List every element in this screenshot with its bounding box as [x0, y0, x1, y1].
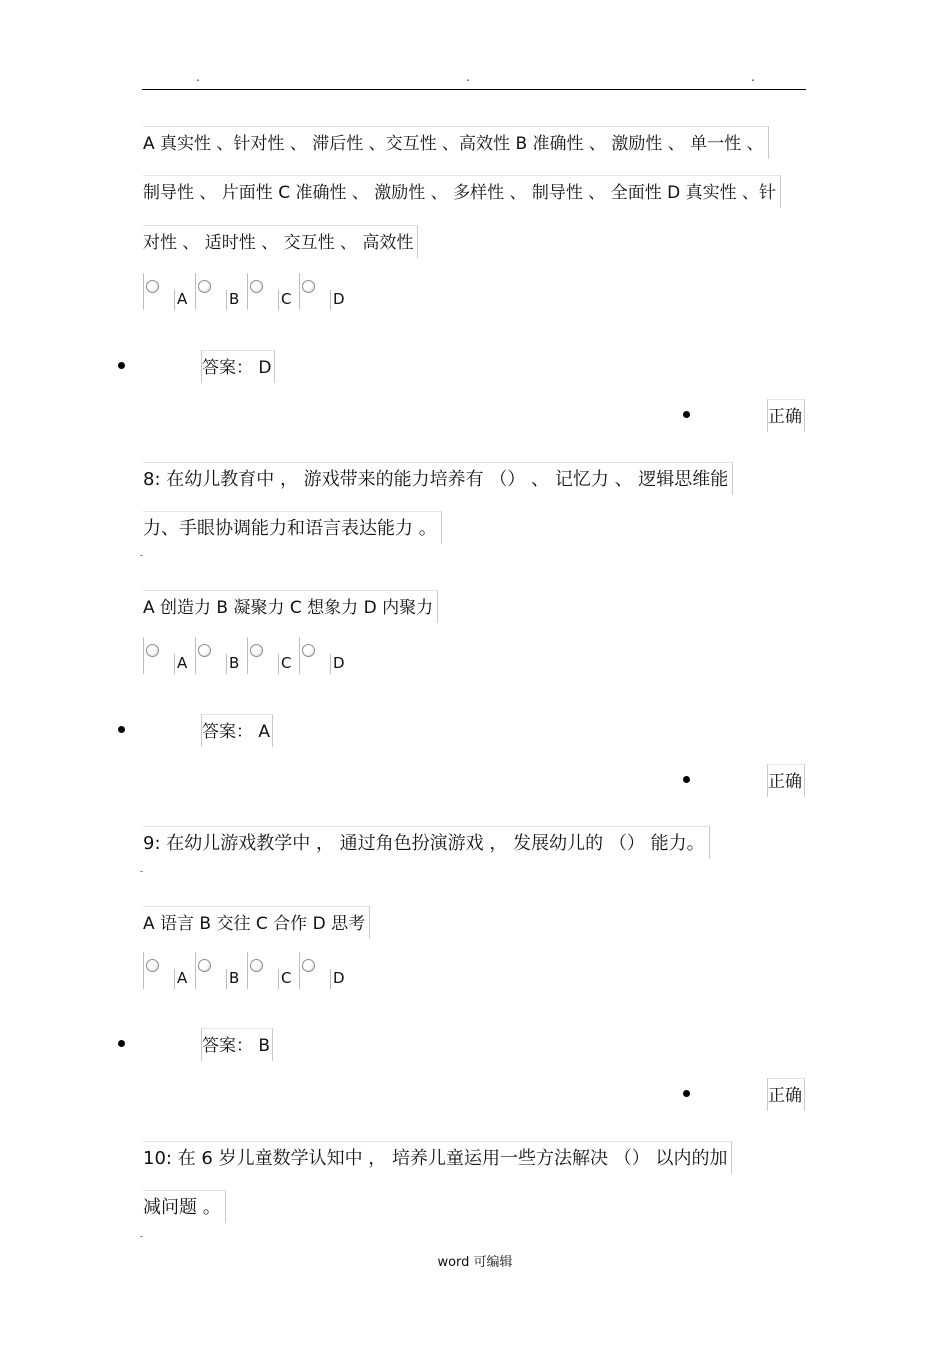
- q9-stem-line-1: 9: 在幼儿游戏教学中 ， 通过角色扮演游戏 ， 发展幼儿的 （） 能力。: [143, 826, 710, 859]
- bullet-icon: [683, 411, 690, 418]
- option-label: A: [174, 969, 187, 989]
- option-label: B: [226, 290, 239, 310]
- q7-option-a[interactable]: [143, 273, 188, 310]
- q7-option-d[interactable]: [299, 273, 345, 310]
- q8-answer: 答案： A: [201, 714, 273, 747]
- q8-options-line: A 创造力 B 凝聚力 C 想象力 D 内聚力: [143, 590, 438, 623]
- q7-answer: 答案： D: [201, 350, 275, 383]
- bullet-icon: [118, 726, 125, 733]
- option-label: C: [278, 654, 291, 674]
- option-label: C: [278, 969, 291, 989]
- option-label: C: [278, 290, 291, 310]
- q7-result: 正确: [767, 399, 805, 432]
- radio-icon[interactable]: [250, 959, 263, 972]
- q8-stem-line-1: 8: 在幼儿教育中 ， 游戏带来的能力培养有 （） 、 记忆力 、 逻辑思维能: [143, 462, 733, 495]
- radio-icon[interactable]: [198, 644, 211, 657]
- q7-options-line-3: 对性 、 适时性 、 交互性 、 高效性: [143, 225, 418, 258]
- radio-icon[interactable]: [198, 280, 211, 293]
- q8-option-d[interactable]: [299, 637, 345, 674]
- q10-stem-line-2: 减问题 。: [143, 1190, 226, 1223]
- option-label: D: [330, 290, 345, 310]
- tick-mark: [140, 555, 143, 556]
- q10-stem-line-1: 10: 在 6 岁儿童数学认知中 ， 培养儿童运用一些方法解决 （） 以内的加: [143, 1141, 732, 1174]
- bullet-icon: [118, 362, 125, 369]
- header-rule: [142, 89, 806, 90]
- bullet-icon: [118, 1040, 125, 1047]
- option-label: B: [226, 654, 239, 674]
- q9-option-a[interactable]: [143, 952, 188, 989]
- q8-option-a[interactable]: [143, 637, 188, 674]
- radio-icon[interactable]: [198, 959, 211, 972]
- radio-icon[interactable]: [250, 280, 263, 293]
- bullet-icon: [683, 776, 690, 783]
- q7-options-line-2: 制导性 、 片面性 C 准确性 、 激励性 、 多样性 、 制导性 、 全面性 D 真实性 、针: [143, 175, 781, 208]
- radio-icon[interactable]: [146, 959, 159, 972]
- q9-result: 正确: [767, 1078, 805, 1111]
- radio-icon[interactable]: [302, 959, 315, 972]
- q7-option-c[interactable]: [247, 273, 292, 310]
- q8-stem-line-2: 力、手眼协调能力和语言表达能力 。: [143, 511, 442, 544]
- option-label: D: [330, 654, 345, 674]
- q8-option-b[interactable]: [195, 637, 240, 674]
- radio-icon[interactable]: [146, 280, 159, 293]
- q9-option-b[interactable]: [195, 952, 240, 989]
- q9-answer: 答案： B: [201, 1028, 273, 1061]
- header-dot: .: [466, 70, 470, 84]
- q8-result: 正确: [767, 764, 805, 797]
- header-dot: .: [196, 70, 200, 84]
- header-dots: [0, 70, 950, 84]
- radio-icon[interactable]: [302, 280, 315, 293]
- radio-icon[interactable]: [302, 644, 315, 657]
- tick-mark: [140, 1236, 143, 1237]
- q9-options-line: A 语言 B 交往 C 合作 D 思考: [143, 906, 370, 939]
- option-label: D: [330, 969, 345, 989]
- header-dot: .: [751, 70, 755, 84]
- page-footer: word 可编辑: [437, 1255, 513, 1270]
- bullet-icon: [683, 1090, 690, 1097]
- radio-icon[interactable]: [250, 644, 263, 657]
- tick-mark: [140, 871, 143, 872]
- radio-icon[interactable]: [146, 644, 159, 657]
- option-label: B: [226, 969, 239, 989]
- q9-option-d[interactable]: [299, 952, 345, 989]
- q7-option-b[interactable]: [195, 273, 240, 310]
- q9-option-c[interactable]: [247, 952, 292, 989]
- q7-options-line-1: A 真实性 、针对性 、 滞后性 、交互性 、高效性 B 准确性 、 激励性 、 单一性 、: [143, 126, 769, 159]
- q8-option-c[interactable]: [247, 637, 292, 674]
- option-label: A: [174, 290, 187, 310]
- option-label: A: [174, 654, 187, 674]
